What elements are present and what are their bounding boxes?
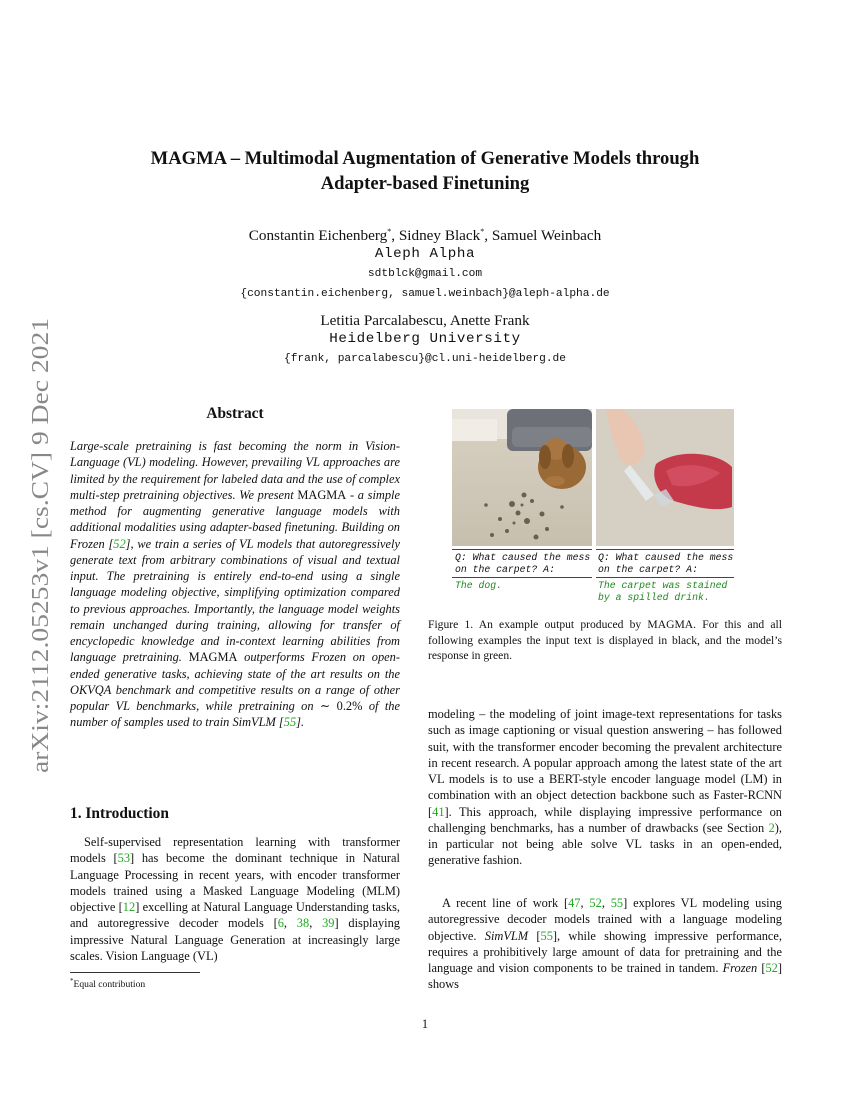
intro-text: ] has become the dominant technique in Natural Language Processing in recent years, with encoder transformer models trained using a Masked Language Modeling (MLM) objective [ — [70, 851, 400, 914]
caption-text: . For this and all following examples the input text is displayed in black, and the model’s response in green. — [428, 618, 782, 662]
body-text: ] explores VL modeling using autoregressive decoder models trained with a language modeling objective. — [428, 896, 782, 943]
qa-rule-top-2 — [596, 549, 734, 550]
abstract-text: Large-scale pretraining is fast becoming the norm in Vision-Language (VL) modeling. However, prevailing VL approaches are limited by the requirement for labeled data and the use of complex multi-step pretraining objectives. We present — [70, 439, 400, 502]
question-line: on the carpet? A: — [455, 564, 555, 575]
citation-separator: , — [283, 916, 297, 931]
body-text: ], while showing impressive performance, requires a prohibitively large amount of data for pretraining and the language and vision components to be trained in tandem. — [428, 928, 782, 975]
author-weinbach: Samuel Weinbach — [491, 227, 602, 245]
page-number: 1 — [421, 1017, 429, 1031]
email-aleph-alpha: {constantin.eichenberg, samuel.weinbach}@aleph-alpha.de — [240, 288, 610, 300]
intro-text: ] displaying impressive Natural Language Generation at increasingly large scales. Vision Language (VL) — [70, 916, 400, 963]
caption-text: Figure 1. An example output produced by — [428, 618, 648, 631]
intro-text: Self-supervised representation learning with transformer models [ — [70, 835, 400, 866]
body-text: ]. This approach, while displaying impressive performance on challenging benchmarks, has a number of drawbacks (see Section — [428, 804, 782, 835]
body-text: modeling – the modeling of joint image-text representations for tasks such as image captioning or visual question answering – has followed suit, with the transformer encoder becoming the prevalent architecture in recent research. A popular approach among the latest state of the art VL models is to use a BERT-style encoder language model (LM) in combination with an object detection backbone such as Faster-RCNN [ — [428, 707, 782, 819]
right-column-paragraph-2 — [428, 895, 782, 993]
body-text: A recent line of work [ — [442, 896, 569, 910]
abstract-body — [70, 438, 400, 731]
arxiv-id-text: arXiv:2112.05253v1 [cs.CV] 9 Dec 2021 — [27, 368, 54, 773]
magma-name: MAGMA — [188, 650, 238, 665]
authors-group-2: Letitia Parcalabescu, Anette Frank — [320, 312, 530, 329]
magma-name: MAGMA — [297, 487, 347, 502]
body-text: [ — [528, 928, 541, 943]
question-2 — [598, 552, 738, 576]
citation-link[interactable]: 41 — [432, 804, 445, 819]
equal-contrib-mark: * — [480, 227, 485, 236]
citation-link[interactable]: 53 — [117, 851, 131, 866]
citation-link[interactable]: 52 — [589, 896, 602, 910]
section-link[interactable]: 2 — [768, 820, 775, 835]
figure-image-dog — [452, 409, 592, 546]
approx-value: ∼ 0.2% — [319, 699, 363, 713]
citation-link[interactable]: 55 — [540, 928, 553, 943]
arxiv-stamp — [8, 318, 58, 778]
citation-link[interactable]: 55 — [610, 896, 624, 910]
citation-link[interactable]: 52 — [113, 536, 126, 551]
citation-link[interactable]: 38 — [296, 916, 310, 931]
question-1 — [455, 552, 595, 576]
figure-image-spill — [596, 409, 734, 546]
title-line-1: MAGMA – Multimodal Augmentation of Generative Models through — [150, 148, 700, 169]
author-eichenberg: Constantin Eichenberg — [248, 227, 388, 245]
footnote — [70, 977, 145, 990]
question-line: Q: What caused the mess — [455, 552, 591, 563]
title-line-2: Adapter-based Finetuning — [320, 173, 530, 194]
email-heidelberg: {frank, parcalabescu}@cl.uni-heidelberg.de — [284, 353, 566, 365]
citation-link[interactable]: 12 — [122, 900, 136, 914]
abstract-heading: Abstract — [206, 405, 264, 422]
right-column-paragraph-1 — [428, 706, 782, 869]
simvlm-name: SimVLM — [484, 928, 529, 943]
abstract-text: outperforms Frozen on open-ended generative tasks, achieving state of the art results on the OKVQA benchmark and competitive results on a range of other popular VL benchmarks, while pretraining on — [70, 650, 400, 713]
figure-caption — [428, 617, 782, 664]
frozen-name: Frozen — [722, 961, 758, 975]
affiliation-heidelberg: Heidelberg University — [329, 331, 521, 347]
abstract-text: of the number of samples used to train SimVLM [ — [70, 699, 400, 730]
body-text: ), in particular not being able solve VL tasks in an open-ended, generative fashion. — [428, 820, 782, 868]
body-text: ] shows — [428, 961, 782, 992]
qa-rule-mid-1 — [452, 577, 592, 578]
paper-title — [70, 146, 780, 196]
abstract-text: - a simple method for augmenting generative language models with additional modalities using adapter-based finetuning. Building on Frozen [ — [70, 487, 401, 551]
authors-group-1 — [60, 227, 790, 245]
citation-link[interactable]: 6 — [277, 916, 284, 931]
abstract-text: ], we train a series of VL models that autoregressively generate text from arbitrary combinations of visual and textual input. The pretraining is entirely end-to-end using a single language modeling objective, simplifying optimization compared to previous approaches. Importantly, the language model weights remain unchanged during training, allowing for transfer of encyclopedic knowledge and in-context learning abilities from language pretraining. — [70, 536, 401, 665]
answer-1: The dog. — [455, 580, 503, 591]
qa-rule-mid-2 — [596, 577, 734, 578]
author-black: Sidney Black — [398, 227, 481, 245]
citation-link[interactable]: 52 — [765, 961, 778, 975]
abstract-text: ]. — [296, 715, 305, 730]
intro-paragraph — [70, 834, 400, 964]
citation-link[interactable]: 55 — [283, 715, 297, 730]
question-line: on the carpet? A: — [598, 564, 698, 575]
footnote-rule — [70, 972, 200, 973]
citation-link[interactable]: 47 — [568, 896, 581, 910]
citation-separator: , — [601, 896, 611, 910]
affiliation-aleph-alpha: Aleph Alpha — [374, 246, 476, 262]
question-line: Q: What caused the mess — [598, 552, 734, 563]
equal-contrib-mark: * — [387, 227, 392, 236]
qa-rule-top-1 — [452, 549, 592, 550]
magma-name: MAGMA — [647, 618, 694, 631]
citation-separator: , — [309, 916, 323, 931]
intro-text: ] excelling at Natural Language Understanding tasks, and autoregressive decoder models [ — [70, 900, 400, 931]
author-separator: , — [391, 227, 396, 245]
footnote-text: Equal contribution — [73, 979, 146, 991]
answer-line: The carpet was stained — [598, 580, 728, 591]
intro-heading: 1. Introduction — [70, 805, 169, 822]
email-sdtblck: sdtblck@gmail.com — [367, 268, 483, 280]
citation-link[interactable]: 39 — [322, 916, 335, 931]
citation-separator: , — [580, 896, 590, 910]
author-separator: , — [484, 227, 489, 245]
answer-line: by a spilled drink. — [598, 592, 710, 603]
footnote-mark: * — [70, 977, 74, 985]
answer-2 — [598, 580, 727, 604]
body-text: [ — [757, 961, 766, 975]
